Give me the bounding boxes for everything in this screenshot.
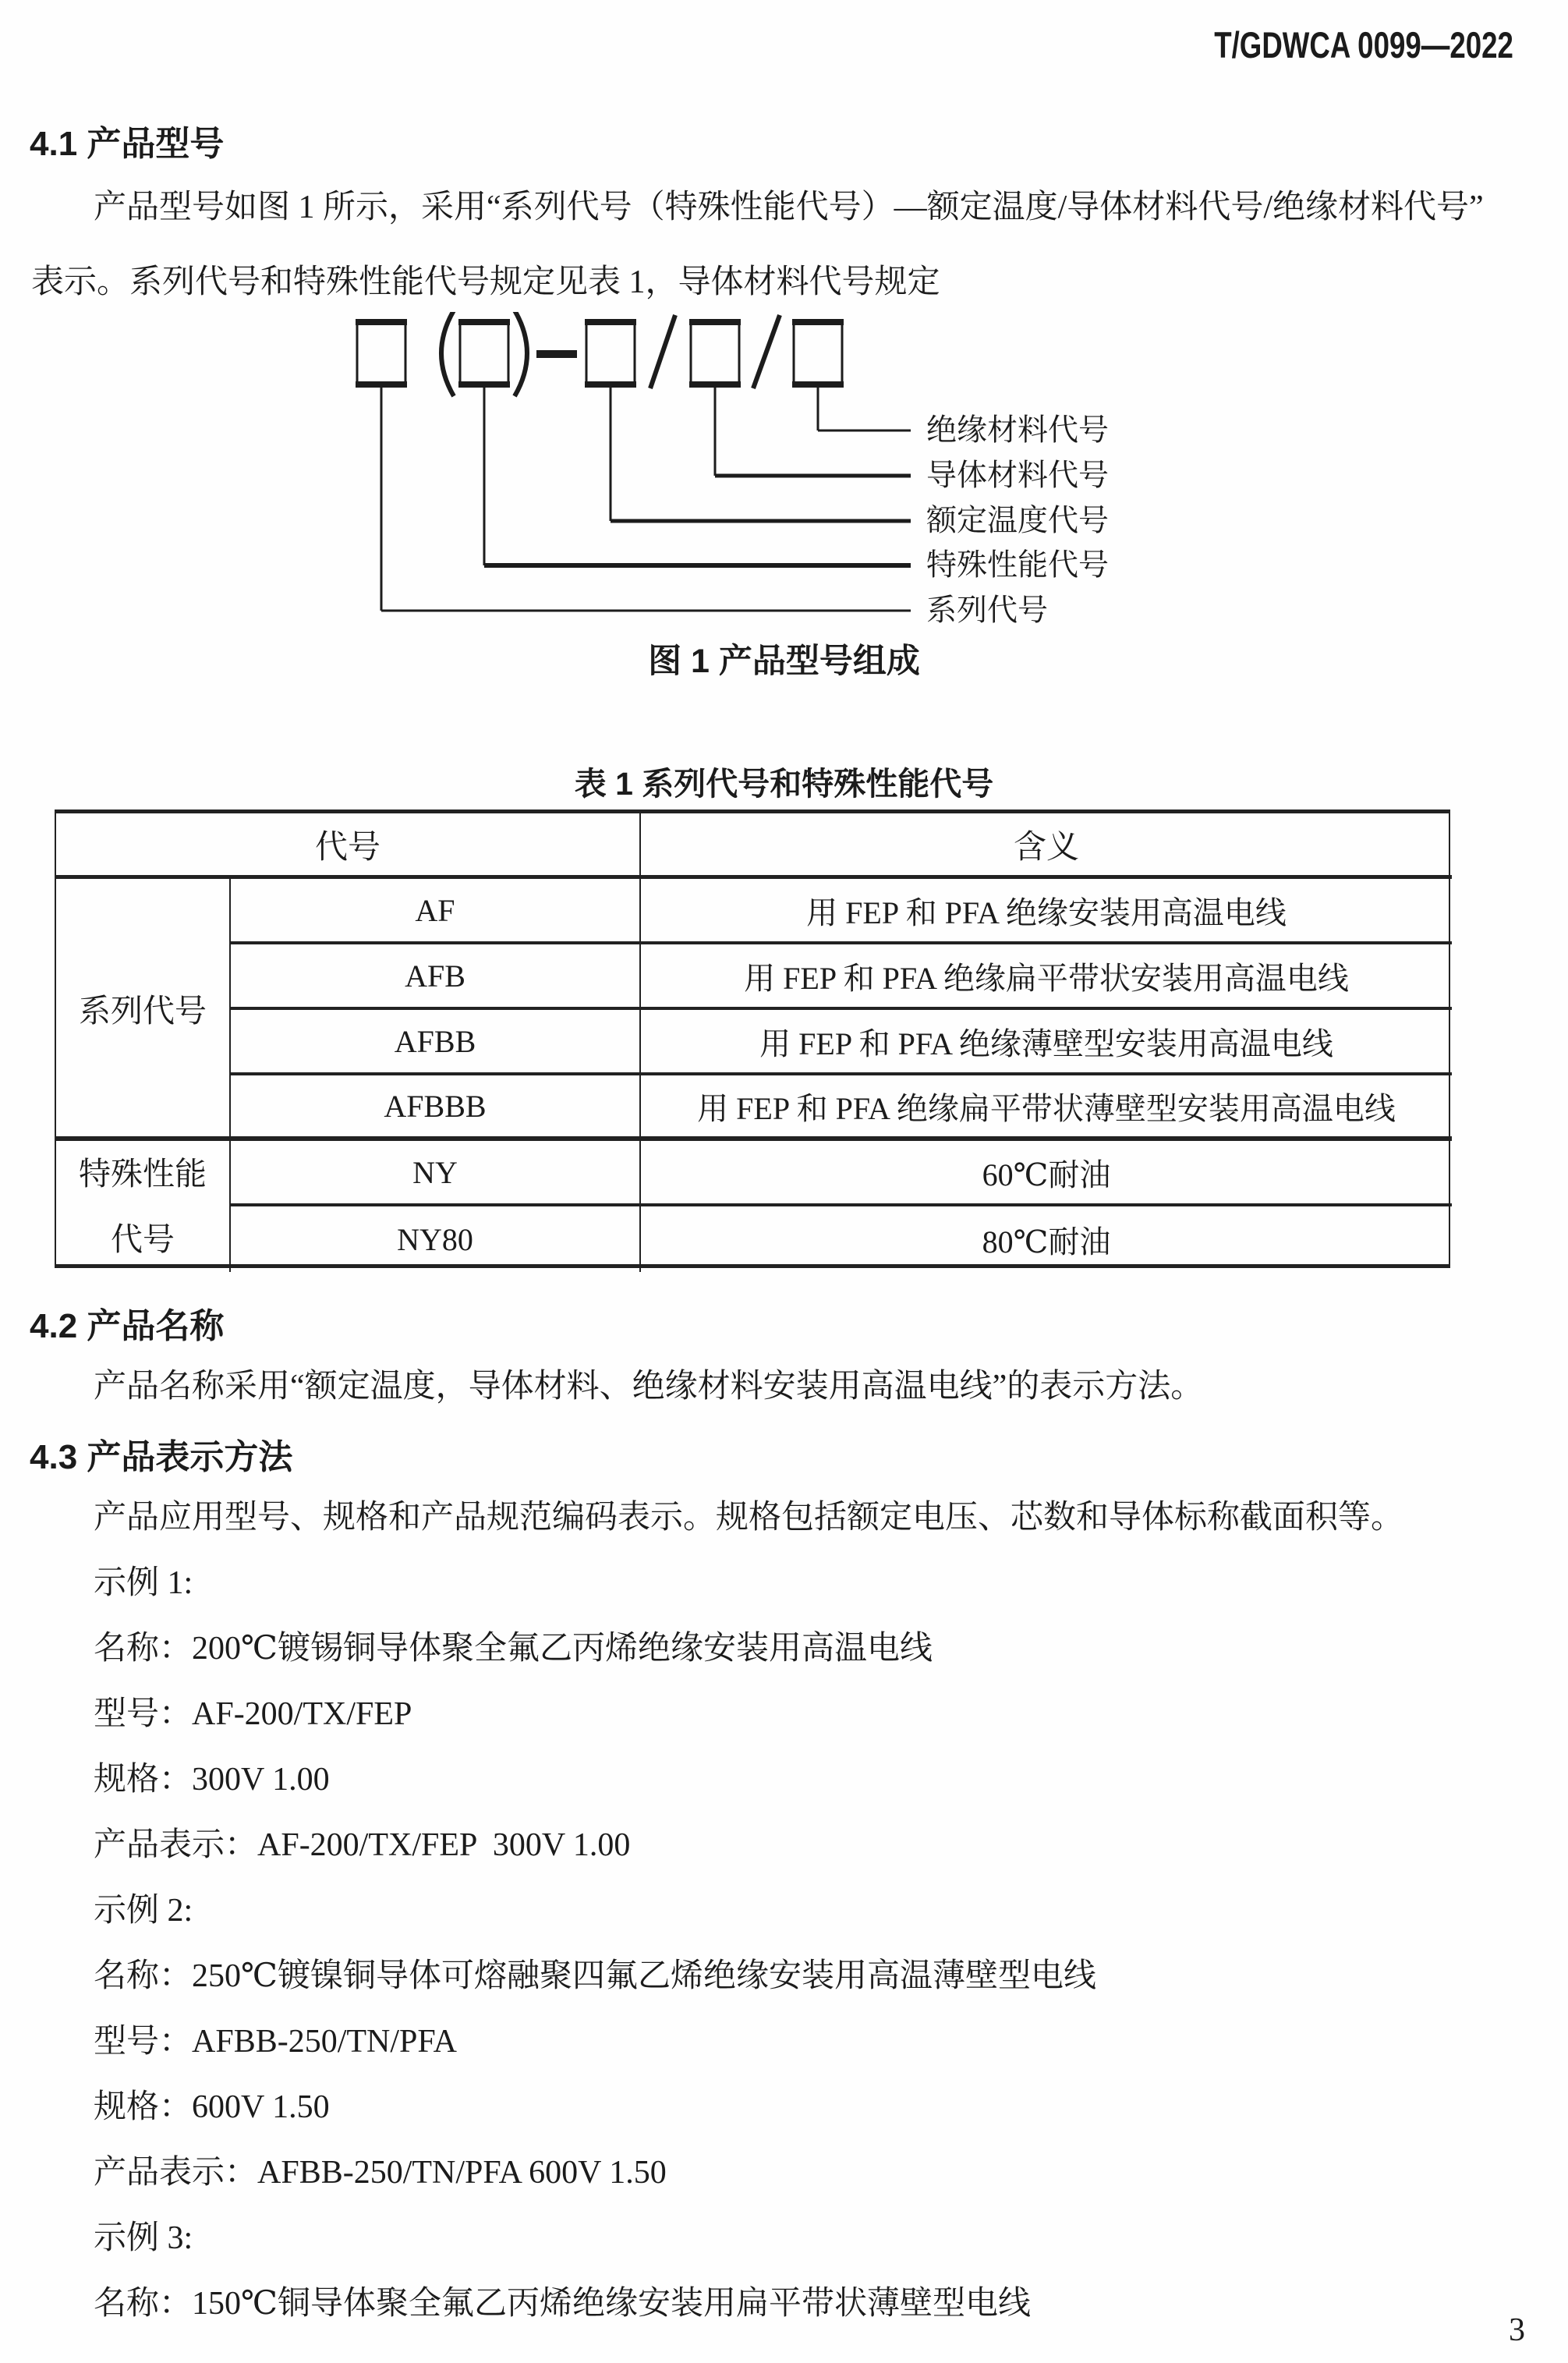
section-4-1-paragraph-line-1: 产品型号如图 1 所示，采用“系列代号（特殊性能代号）—额定温度/导体材料代号/绝缘材料代号” xyxy=(94,190,1484,225)
figure-1-model-composition-diagram xyxy=(312,312,1170,678)
table-cell-meaning: 用 FEP 和 PFA 绝缘薄壁型安装用高温电线 xyxy=(641,1010,1452,1075)
page-number: 3 xyxy=(1509,2312,1525,2348)
dash-glyph xyxy=(536,350,577,358)
figure-label-series-code: 系列代号 xyxy=(926,593,1049,628)
slash-glyphs xyxy=(650,315,780,388)
table-group-label-special-line-2: 代号 xyxy=(111,1221,175,1257)
model-code-boxes xyxy=(356,321,844,385)
leader-lines-horizontal xyxy=(381,430,911,611)
example-1-label: 示例 1: xyxy=(94,1565,193,1601)
figure-1-caption: 图 1 产品型号组成 xyxy=(648,643,920,680)
figure-label-insulation-material-code: 绝缘材料代号 xyxy=(926,413,1110,448)
table-cell-code: NY xyxy=(229,1141,641,1206)
table-group-label-special-line-1: 特殊性能 xyxy=(79,1156,207,1192)
table-cell-meaning: 用 FEP 和 PFA 绝缘安装用高温电线 xyxy=(641,879,1452,944)
table-group-label-special-performance xyxy=(56,1141,229,1272)
section-4-1-heading: 4.1 产品型号 xyxy=(30,125,225,163)
figure-label-special-performance-code: 特殊性能代号 xyxy=(926,548,1110,583)
leader-lines-vertical xyxy=(381,385,818,611)
table-1-title: 表 1 系列代号和特殊性能代号 xyxy=(574,766,994,802)
example-1-name: 名称：200℃镀锡铜导体聚全氟乙丙烯绝缘安装用高温电线 xyxy=(94,1631,933,1667)
table-cell-code: AFB xyxy=(229,944,641,1010)
section-4-3-paragraph: 产品应用型号、规格和产品规范编码表示。规格包括额定电压、芯数和导体标称截面积等。 xyxy=(94,1500,1404,1536)
section-4-3-heading: 4.3 产品表示方法 xyxy=(30,1438,293,1476)
table-cell-code: NY80 xyxy=(229,1206,641,1272)
example-2-spec: 规格：600V 1.50 xyxy=(94,2089,330,2125)
example-2-representation: 产品表示：AFBB-250/TN/PFA 600V 1.50 xyxy=(94,2155,667,2191)
table-header-code: 代号 xyxy=(56,813,641,879)
table-group-label-series: 系列代号 xyxy=(56,879,229,1141)
standard-code-header: T/GDWCA 0099—2022 xyxy=(1214,24,1513,66)
table-header-meaning: 含义 xyxy=(641,813,1452,879)
table-cell-meaning: 用 FEP 和 PFA 绝缘扁平带状薄壁型安装用高温电线 xyxy=(641,1075,1452,1141)
section-4-2-paragraph: 产品名称采用“额定温度，导体材料、绝缘材料安装用高温电线”的表示方法。 xyxy=(94,1369,1204,1405)
example-2-model: 型号：AFBB-250/TN/PFA xyxy=(94,2024,457,2060)
table-cell-meaning: 60℃耐油 xyxy=(641,1141,1452,1206)
example-1-spec: 规格：300V 1.00 xyxy=(94,1762,330,1798)
example-3-label: 示例 3: xyxy=(94,2220,193,2256)
section-4-2-heading: 4.2 产品名称 xyxy=(30,1307,225,1345)
table-cell-code: AF xyxy=(229,879,641,944)
figure-label-rated-temperature-code: 额定温度代号 xyxy=(926,504,1110,538)
example-2-label: 示例 2: xyxy=(94,1893,193,1929)
example-3-name: 名称：150℃铜导体聚全氟乙丙烯绝缘安装用扁平带状薄壁型电线 xyxy=(94,2286,1031,2322)
example-1-representation: 产品表示：AF-200/TX/FEP 300V 1.00 xyxy=(94,1827,631,1863)
table-cell-meaning: 80℃耐油 xyxy=(982,1224,1111,1259)
figure-label-conductor-material-code: 导体材料代号 xyxy=(926,459,1110,493)
example-1-model: 型号：AF-200/TX/FEP xyxy=(94,1696,412,1732)
table-cell-meaning: 用 FEP 和 PFA 绝缘扁平带状安装用高温电线 xyxy=(641,944,1452,1010)
section-4-1-paragraph-line-2: 表示。系列代号和特殊性能代号规定见表 1，导体材料代号规定 xyxy=(31,264,940,300)
table-cell-code: AFBB xyxy=(229,1010,641,1075)
table-cell-code: AFBBB xyxy=(229,1075,641,1141)
table-1-series-and-special-codes xyxy=(55,810,1450,1268)
example-2-name: 名称：250℃镀镍铜导体可熔融聚四氟乙烯绝缘安装用高温薄壁型电线 xyxy=(94,1958,1096,1994)
